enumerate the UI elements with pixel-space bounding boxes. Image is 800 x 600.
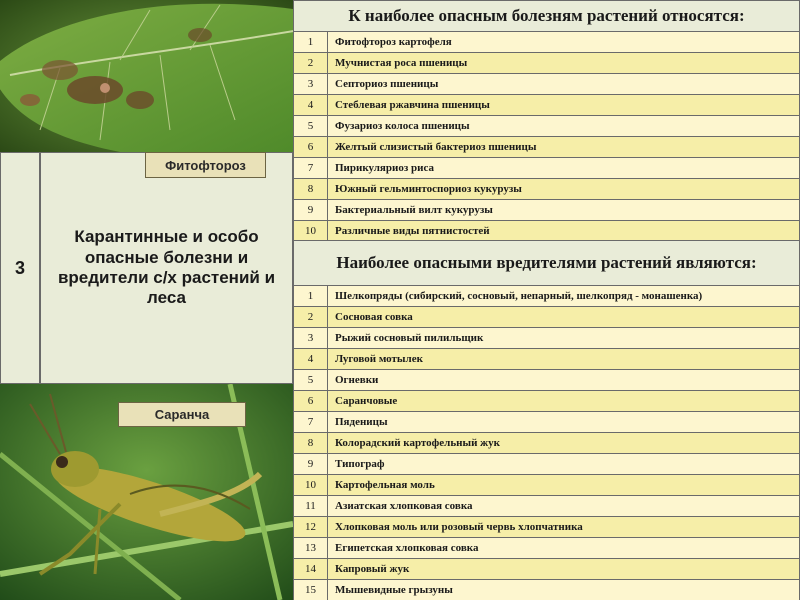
table-row (293, 517, 800, 538)
row-text: Пирикуляриоз риса (328, 158, 800, 179)
row-text: Сосновая совка (328, 307, 800, 328)
table-row (293, 496, 800, 517)
row-text: Мышевидные грызуны (328, 580, 800, 600)
row-number: 7 (293, 158, 328, 179)
table-row (293, 179, 800, 200)
row-text: Фитофтороз картофеля (328, 32, 800, 53)
table-row (293, 538, 800, 559)
row-text: Шелкопряды (сибирский, сосновый, непарный, шелкопряд - монашенка) (328, 286, 800, 307)
locust-label: Саранча (118, 402, 246, 427)
row-number: 3 (293, 328, 328, 349)
diseases-table (293, 0, 800, 242)
row-number: 4 (293, 95, 328, 116)
row-number: 14 (293, 559, 328, 580)
row-number: 8 (293, 433, 328, 454)
table-row (293, 221, 800, 242)
table-row (293, 349, 800, 370)
row-text: Хлопковая моль или розовый червь хлопчатника (328, 517, 800, 538)
row-text: Огневки (328, 370, 800, 391)
table-row (293, 454, 800, 475)
row-text: Бактериальный вилт кукурузы (328, 200, 800, 221)
row-number: 9 (293, 200, 328, 221)
table-row (293, 433, 800, 454)
table-row (293, 137, 800, 158)
row-text: Луговой мотылек (328, 349, 800, 370)
row-number: 5 (293, 370, 328, 391)
row-text: Различные виды пятнистостей (328, 221, 800, 242)
row-text: Южный гельминтоспориоз кукурузы (328, 179, 800, 200)
row-text: Стеблевая ржавчина пшеницы (328, 95, 800, 116)
row-text: Колорадский картофельный жук (328, 433, 800, 454)
row-text: Фузариоз колоса пшеницы (328, 116, 800, 137)
diseases-title: К наиболее опасным болезням растений относятся: (293, 0, 800, 32)
row-text: Картофельная моль (328, 475, 800, 496)
row-text: Пяденицы (328, 412, 800, 433)
table-row (293, 200, 800, 221)
row-text: Саранчовые (328, 391, 800, 412)
row-number: 9 (293, 454, 328, 475)
row-number: 6 (293, 391, 328, 412)
row-number: 5 (293, 116, 328, 137)
row-text: Типограф (328, 454, 800, 475)
row-text: Капровый жук (328, 559, 800, 580)
row-text: Египетская хлопковая совка (328, 538, 800, 559)
row-text: Рыжий сосновый пилильщик (328, 328, 800, 349)
section-number: 3 (0, 152, 40, 384)
table-row (293, 74, 800, 95)
row-number: 8 (293, 179, 328, 200)
row-number: 7 (293, 412, 328, 433)
section-title: Карантинные и особо опасные болезни и вредители с/х растений и леса (40, 152, 293, 384)
table-row (293, 53, 800, 74)
row-number: 4 (293, 349, 328, 370)
table-row (293, 475, 800, 496)
row-number: 1 (293, 286, 328, 307)
leaf-photo (0, 0, 293, 152)
table-row (293, 559, 800, 580)
table-row (293, 286, 800, 307)
row-number: 3 (293, 74, 328, 95)
pests-table (293, 240, 800, 600)
table-row (293, 412, 800, 433)
row-number: 13 (293, 538, 328, 559)
phytophthora-label: Фитофтороз (145, 152, 266, 178)
table-row (293, 328, 800, 349)
table-row (293, 580, 800, 600)
row-number: 12 (293, 517, 328, 538)
row-number: 11 (293, 496, 328, 517)
row-number: 2 (293, 53, 328, 74)
table-row (293, 370, 800, 391)
table-row (293, 391, 800, 412)
row-number: 10 (293, 221, 328, 242)
table-row (293, 32, 800, 53)
row-number: 6 (293, 137, 328, 158)
table-row (293, 116, 800, 137)
row-text: Септориоз пшеницы (328, 74, 800, 95)
row-number: 1 (293, 32, 328, 53)
pests-title: Наиболее опасными вредителями растений являются: (293, 240, 800, 286)
table-row (293, 307, 800, 328)
row-text: Мучнистая роса пшеницы (328, 53, 800, 74)
row-text: Азиатская хлопковая совка (328, 496, 800, 517)
table-row (293, 158, 800, 179)
row-text: Желтый слизистый бактериоз пшеницы (328, 137, 800, 158)
table-row (293, 95, 800, 116)
row-number: 15 (293, 580, 328, 600)
row-number: 2 (293, 307, 328, 328)
row-number: 10 (293, 475, 328, 496)
